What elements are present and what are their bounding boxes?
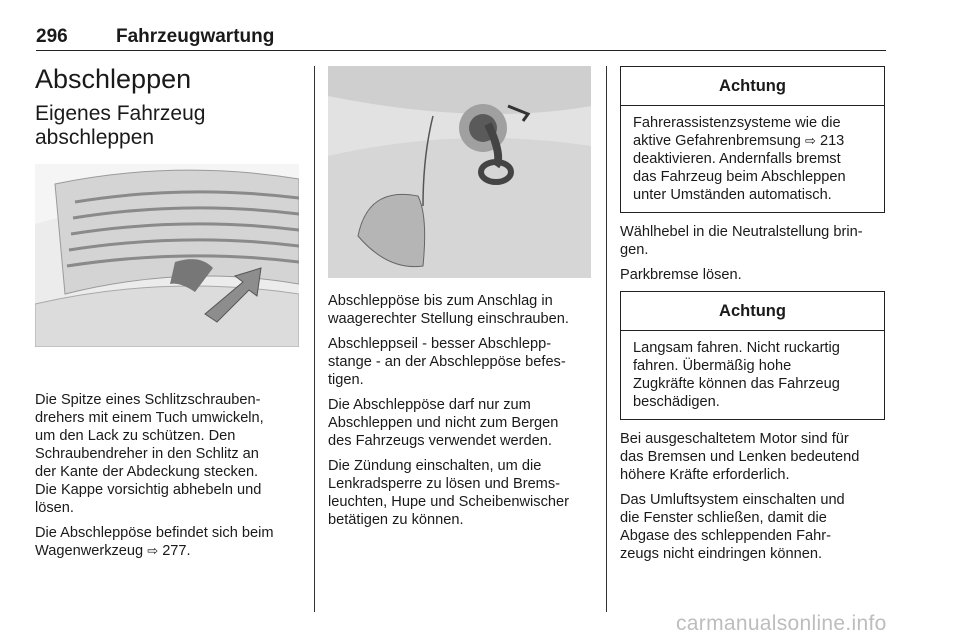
column-divider-1 [314, 66, 315, 612]
warning-box-1 [620, 66, 885, 213]
towing-eye-illustration [328, 66, 591, 278]
warning-body-1: Fahrerassistenzsysteme wie die aktive Gefahrenbremsung ⇨ 213 deaktivieren. Andernfalls bremst das Fahrzeug beim Abschleppen unter Umständen automatisch. [633, 115, 846, 203]
page-number: 296 [36, 26, 68, 47]
instruction-paragraph-1: Die Spitze eines Schlitzschrauben- drehers mit einem Tuch umwickeln, um den Lack zu schützen. Den Schraubendreher in den Schlitz an der Kante der Abdeckung stecken. Die Kappe vorsichtig abhebeln und lösen. [35, 392, 264, 516]
col3-paragraph-1: Wählhebel in die Neutralstellung brin- gen. [620, 224, 863, 258]
col2-paragraph-1: Abschleppöse bis zum Anschlag in waagerechter Stellung einschrauben. [328, 293, 569, 327]
page-reference-icon: ⇨ [804, 133, 816, 148]
col2-paragraph-3: Die Abschleppöse darf nur zum Abschleppen und nicht zum Bergen des Fahrzeugs verwendet werden. [328, 397, 559, 449]
chapter-title: Fahrzeugwartung [116, 26, 275, 47]
col3-paragraph-2: Parkbremse lösen. [620, 267, 742, 283]
section-heading: Abschleppen [35, 64, 192, 94]
col3-paragraph-4: Das Umluftsystem einschalten und die Fenster schließen, damit die Abgase des schleppenden Fahr- zeugs nicht eindringen können. [620, 492, 845, 562]
page-reference-icon: ⇨ [147, 543, 159, 558]
bumper-cover-illustration [35, 164, 299, 347]
column-3 [620, 66, 886, 570]
warning-title-1: Achtung [621, 67, 884, 106]
column-2 [328, 66, 594, 536]
figure-cover-removal [35, 164, 299, 347]
col2-paragraph-2: Abschleppseil - besser Abschlepp- stange - an der Abschleppöse befes- tigen. [328, 336, 566, 388]
warning-body-2: Langsam fahren. Nicht ruckartig fahren. Übermäßig hohe Zugkräfte können das Fahrzeug beschädigen. [633, 340, 840, 410]
col2-paragraph-4: Die Zündung einschalten, um die Lenkradsperre zu lösen und Brems- leuchten, Hupe und Scheibenwischer betätigen zu können. [328, 458, 569, 528]
figure-towing-eye [328, 66, 591, 278]
col3-paragraph-3: Bei ausgeschaltetem Motor sind für das Bremsen und Lenken bedeutend höhere Kräfte erforderlich. [620, 431, 860, 483]
page-header [36, 26, 886, 51]
section-subheading: Eigenes Fahrzeug abschleppen [35, 102, 206, 149]
warning-box-2 [620, 291, 885, 420]
instruction-paragraph-2: Die Abschleppöse befindet sich beim Wagenwerkzeug ⇨ 277. [35, 525, 274, 559]
column-1 [35, 62, 301, 567]
watermark: carmanualsonline.info [676, 612, 887, 635]
page-reference-link[interactable]: 213 [819, 133, 845, 149]
warning-title-2: Achtung [621, 292, 884, 331]
column-divider-2 [606, 66, 607, 612]
page-reference-link[interactable]: 277. [162, 543, 191, 559]
